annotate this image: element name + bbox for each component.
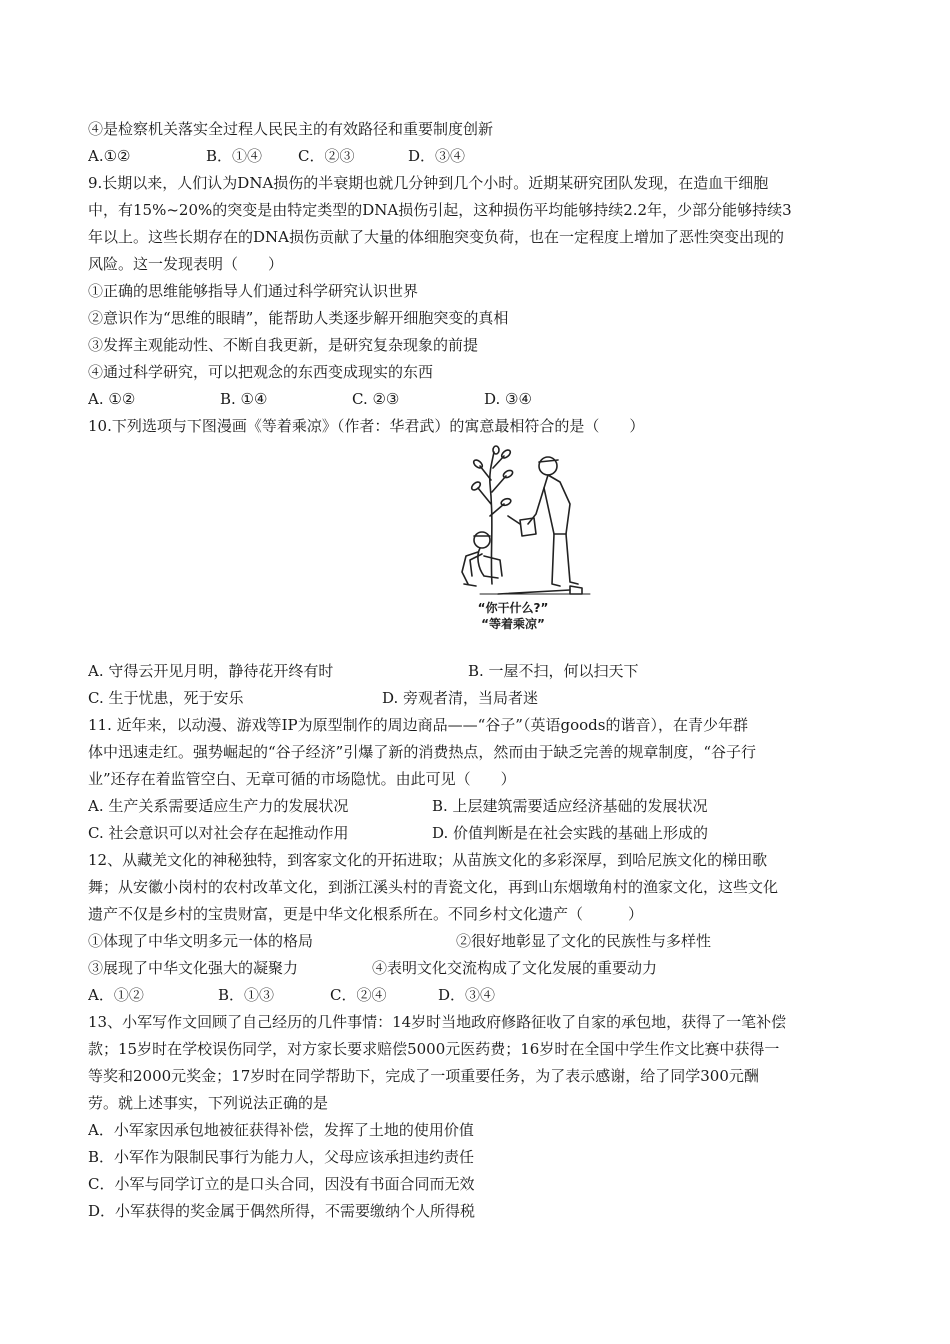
q8-option-c: C．②③	[298, 147, 355, 165]
cartoon-figure	[88, 440, 878, 658]
q8-option-a: A.①②	[88, 147, 131, 165]
q12-statement-4: ④表明文化交流构成了文化发展的重要动力	[372, 959, 658, 977]
q11-option-c: C. 社会意识可以对社会存在起推动作用	[88, 824, 349, 842]
q13-stem-line-1: 13、小军写作文回顾了自己经历的几件事情：14岁时当地政府修路征收了自家的承包地，获得了一笔补偿	[88, 1013, 787, 1031]
watering-can	[520, 518, 536, 536]
cartoon-caption-line-1: “你干什么?”	[477, 601, 549, 615]
q12-statements-row-2	[88, 955, 878, 982]
exam-page	[88, 116, 878, 1225]
q9-statement-2: ②意识作为“思维的眼睛”，能帮助人类逐步解开细胞突变的真相	[88, 309, 509, 327]
q11-option-b: B. 上层建筑需要适应经济基础的发展状况	[432, 797, 708, 815]
q13-stem-line-4: 劳。就上述事实，下列说法正确的是	[88, 1094, 329, 1112]
q12-statement-1: ①体现了中华文明多元一体的格局	[88, 932, 314, 950]
q13-option-c: C．小军与同学订立的是口头合同，因没有书面合同而无效	[88, 1175, 475, 1193]
q10-option-a: A. 守得云开见月明，静待花开终有时	[88, 662, 334, 680]
q9-option-a: A. ①②	[88, 390, 136, 408]
q12-statement-2: ②很好地彰显了文化的民族性与多样性	[456, 932, 712, 950]
sitting-man-head	[474, 532, 490, 548]
q11-stem-line-2: 体中迅速走红。强势崛起的“谷子经济”引爆了新的消费热点，然而由于缺乏完善的规章制度，“谷子行	[88, 743, 757, 761]
cartoon-illustration	[420, 444, 600, 604]
q9-option-b: B. ①④	[220, 390, 268, 408]
q12-option-a: A．①②	[88, 986, 144, 1004]
q9-stem-line-4: 风险。这一发现表明（ ）	[88, 255, 284, 273]
q12-option-c: C．②④	[330, 986, 387, 1004]
q11-options-row-1	[88, 793, 878, 820]
q8-option-b: B．①④	[206, 147, 263, 165]
q10-stem: 10.下列选项与下图漫画《等着乘凉》（作者：华君武）的寓意最相符合的是（ ）	[88, 417, 645, 435]
q13-stem-line-2: 款；15岁时在学校误伤同学，对方家长要求赔偿5000元医药费；16岁时在全国中学生作文比赛中获得一	[88, 1040, 780, 1058]
cartoon-caption-line-2: “等着乘凉”	[481, 617, 545, 631]
q13-option-d: D．小军获得的奖金属于偶然所得，不需要缴纳个人所得税	[88, 1202, 476, 1220]
q12-stem-line-3: 遗产不仅是乡村的宝贵财富，更是中华文化根系所在。不同乡村文化遗产（ ）	[88, 905, 644, 923]
q13-option-b: B．小军作为限制民事行为能力人，父母应该承担违约责任	[88, 1148, 475, 1166]
q12-statement-3: ③展现了中华文化强大的凝聚力	[88, 959, 299, 977]
q12-stem-line-2: 舞；从安徽小岗村的农村改革文化，到浙江溪头村的青瓷文化，再到山东烟墩角村的渔家文化，这些文化	[88, 878, 779, 896]
q9-option-d: D. ③④	[484, 390, 532, 408]
q12-stem-line-1: 12、从藏羌文化的神秘独特，到客家文化的开拓进取；从苗族文化的多彩深厚，到哈尼族文化的梯田歌	[88, 851, 768, 869]
q10-option-c: C. 生于忧患，死于安乐	[88, 689, 244, 707]
q12-statements-row-1	[88, 928, 878, 955]
q8-options	[88, 143, 878, 170]
q10-option-d: D. 旁观者清，当局者迷	[382, 689, 539, 707]
q9-options	[88, 386, 878, 413]
q9-stem-line-1: 9.长期以来，人们认为DNA损伤的半衰期也就几分钟到几个小时。近期某研究团队发现，在造血干细胞	[88, 174, 769, 192]
q13-option-a: A．小军家因承包地被征获得补偿，发挥了土地的使用价值	[88, 1121, 474, 1139]
q9-option-c: C. ②③	[352, 390, 400, 408]
q9-stem-line-3: 年以上。这些长期存在的DNA损伤贡献了大量的体细胞突变负荷，也在一定程度上增加了恶性突变出现的	[88, 228, 784, 246]
q10-options-row-1	[88, 658, 878, 685]
sapling-trunk	[490, 452, 494, 584]
q9-statement-3: ③发挥主观能动性、不断自我更新，是研究复杂现象的前提	[88, 336, 479, 354]
q10-options-row-2	[88, 685, 878, 712]
q11-stem-line-1: 11. 近年来，以动漫、游戏等IP为原型制作的周边商品——“谷子”（英语goods的谐音），在青少年群	[88, 716, 748, 734]
q12-option-d: D．③④	[438, 986, 496, 1004]
q12-options	[88, 982, 878, 1009]
q12-option-b: B．①③	[218, 986, 275, 1004]
q11-option-d: D. 价值判断是在社会实践的基础上形成的	[432, 824, 709, 842]
q8-statement-4: ④是检察机关落实全过程人民民主的有效路径和重要制度创新	[88, 120, 494, 138]
q11-stem-line-3: 业”还存在着监管空白、无章可循的市场隐忧。由此可见（ ）	[88, 770, 516, 788]
q13-stem-line-3: 等奖和2000元奖金；17岁时在同学帮助下，完成了一项重要任务，为了表示感谢，给了同学300元酬	[88, 1067, 759, 1085]
q11-option-a: A. 生产关系需要适应生产力的发展状况	[88, 797, 349, 815]
q10-option-b: B. 一屋不扫，何以扫天下	[468, 662, 639, 680]
shovel	[498, 590, 570, 594]
q8-option-d: D．③④	[408, 147, 466, 165]
q9-stem-line-2: 中，有15%~20%的突变是由特定类型的DNA损伤引起，这种损伤平均能够持续2.2年，少部分能够持续3	[88, 201, 792, 219]
q9-statement-1: ①正确的思维能够指导人们通过科学研究认识世界	[88, 282, 419, 300]
q9-statement-4: ④通过科学研究，可以把观念的东西变成现实的东西	[88, 363, 434, 381]
q11-options-row-2	[88, 820, 878, 847]
